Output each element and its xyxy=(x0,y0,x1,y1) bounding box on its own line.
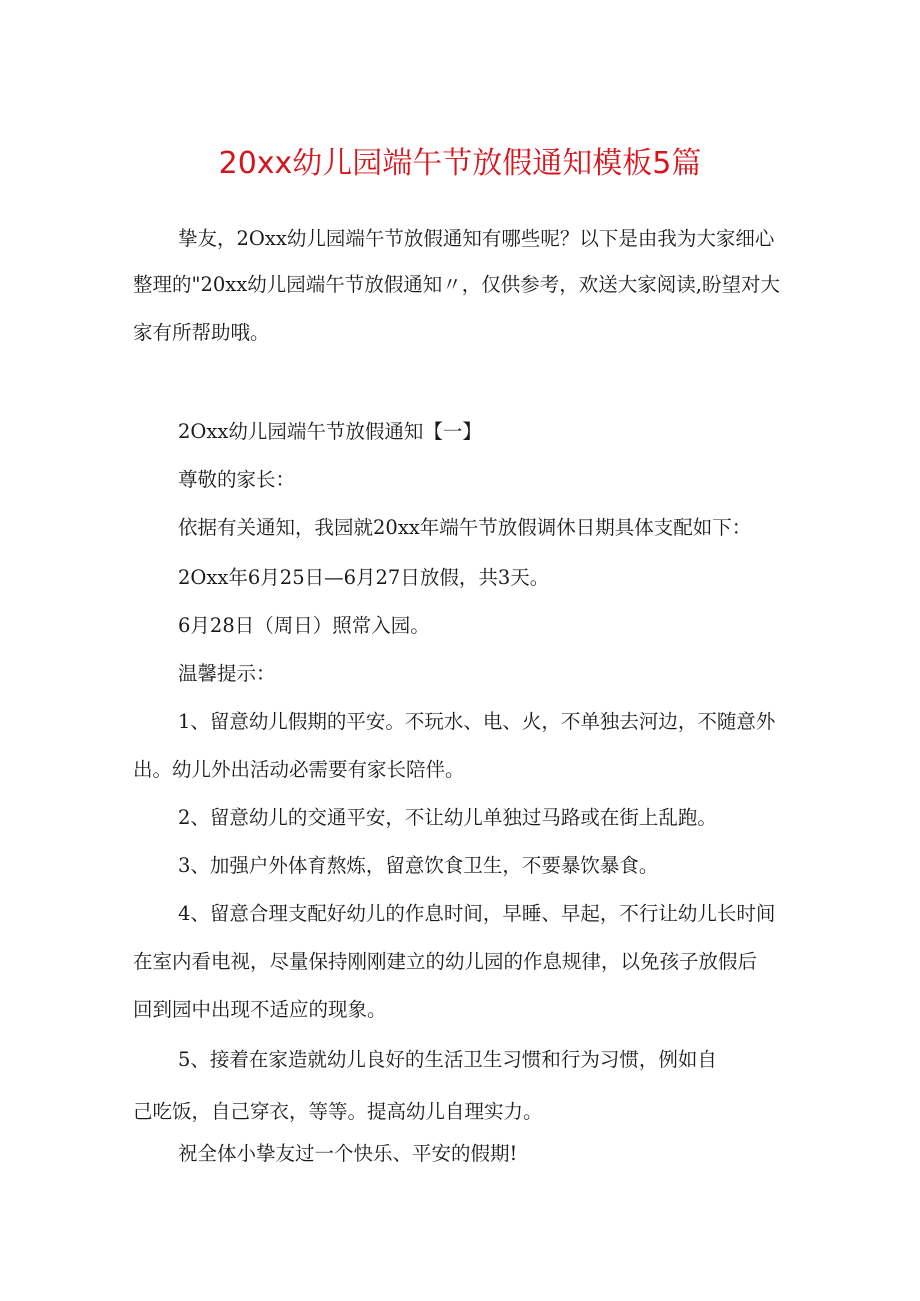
intro-line-1: 挚友，2Oxx幼儿园端午节放假通知有哪些呢？以下是由我为大家细心 xyxy=(178,227,775,250)
tip-2: 2、留意幼儿的交通平安，不让幼儿单独过马路或在街上乱跑。 xyxy=(178,806,717,829)
tips-label: 温馨提示： xyxy=(178,662,276,685)
document-title: 20xx幼儿园端午节放假通知模板5篇 xyxy=(218,146,702,181)
intro-line-2: 整理的"20xx幼儿园端午节放假通知〃，仅供参考，欢送大家阅读,盼望对大 xyxy=(133,273,780,296)
closing-wish: 祝全体小挚友过一个快乐、平安的假期! xyxy=(178,1142,518,1165)
tip-5-line-1: 5、接着在家造就幼儿良好的生活卫生习惯和行为习惯，例如自 xyxy=(178,1048,717,1071)
paragraph-return-date: 6月28日（周日）照常入园。 xyxy=(178,614,430,637)
paragraph-schedule: 依据有关通知，我园就20xx年端午节放假调休日期具体支配如下： xyxy=(178,516,752,539)
tip-5-line-2: 己吃饭，自己穿衣，等等。提高幼儿自理实力。 xyxy=(133,1100,543,1123)
tip-4-line-2: 在室内看电视，尽量保持刚刚建立的幼儿园的作息规律，以免孩子放假后 xyxy=(133,950,758,973)
tip-3: 3、加强户外体育熬炼，留意饮食卫生，不要暴饮暴食。 xyxy=(178,854,659,877)
tip-4-line-3: 回到园中出现不适应的现象。 xyxy=(133,998,387,1021)
intro-line-3: 家有所帮助哦。 xyxy=(133,321,270,344)
section-heading: 2Oxx幼儿园端午节放假通知【一】 xyxy=(178,420,482,443)
tip-1-line-2: 出。幼儿外出活动必需要有家长陪伴。 xyxy=(133,758,465,781)
greeting: 尊敬的家长： xyxy=(178,468,296,491)
tip-1-line-1: 1、留意幼儿假期的平安。不玩水、电、火，不单独去河边，不随意外 xyxy=(178,710,776,733)
paragraph-holiday-dates: 2Oxx年6月25日—6月27日放假，共3天。 xyxy=(178,566,550,589)
tip-4-line-1: 4、留意合理支配好幼儿的作息时间，早睡、早起，不行让幼儿长时间 xyxy=(178,902,776,925)
